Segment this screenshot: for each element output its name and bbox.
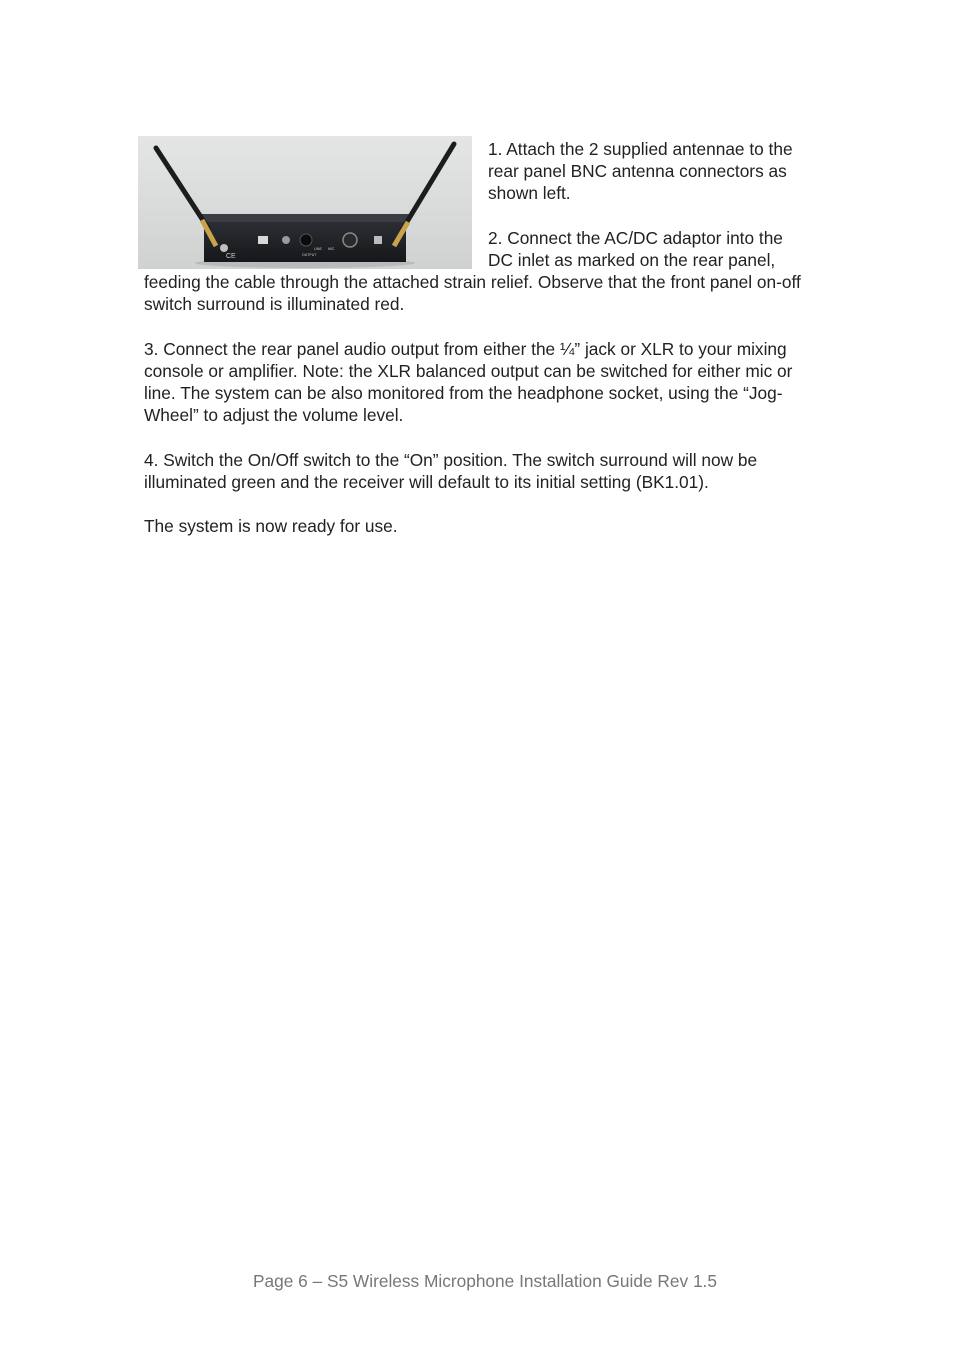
step-1-paragraph: 1. Attach the 2 supplied antennae to the rear panel BNC antenna connectors as shown left. bbox=[488, 139, 793, 204]
step-3-paragraph: 3. Connect the rear panel audio output from either the ¼” jack or XLR to your mixing console or amplifier. Note: the XLR balanced output can be switched for either mic or line. The system can be also monitored from the headphone socket, using the “Jog-Wheel” to adjust the volume level. bbox=[144, 338, 793, 426]
step-4-paragraph: 4. Switch the On/Off switch to the “On” position. The switch surround will now be illuminated green and the receiver will default to its initial setting (BK1.01). bbox=[144, 449, 758, 492]
photo-label: MIC bbox=[328, 247, 335, 251]
receiver-rear-panel-photo bbox=[138, 136, 472, 269]
page-footer: Page 6 – S5 Wireless Microphone Installation Guide Rev 1.5 bbox=[253, 1271, 717, 1291]
step-2-paragraph: 2. Connect the AC/DC adaptor into the DC inlet as marked on the rear panel, feeding the cable through the attached strain relief. Observe that the front panel on-off switch surround is illuminated red. bbox=[144, 227, 801, 315]
photo-label: LINE bbox=[314, 247, 322, 251]
ready-paragraph: The system is now ready for use. bbox=[144, 516, 398, 537]
photo-label: OUTPUT bbox=[302, 253, 317, 257]
photo-label: CE bbox=[226, 253, 236, 260]
document-body bbox=[144, 136, 812, 560]
